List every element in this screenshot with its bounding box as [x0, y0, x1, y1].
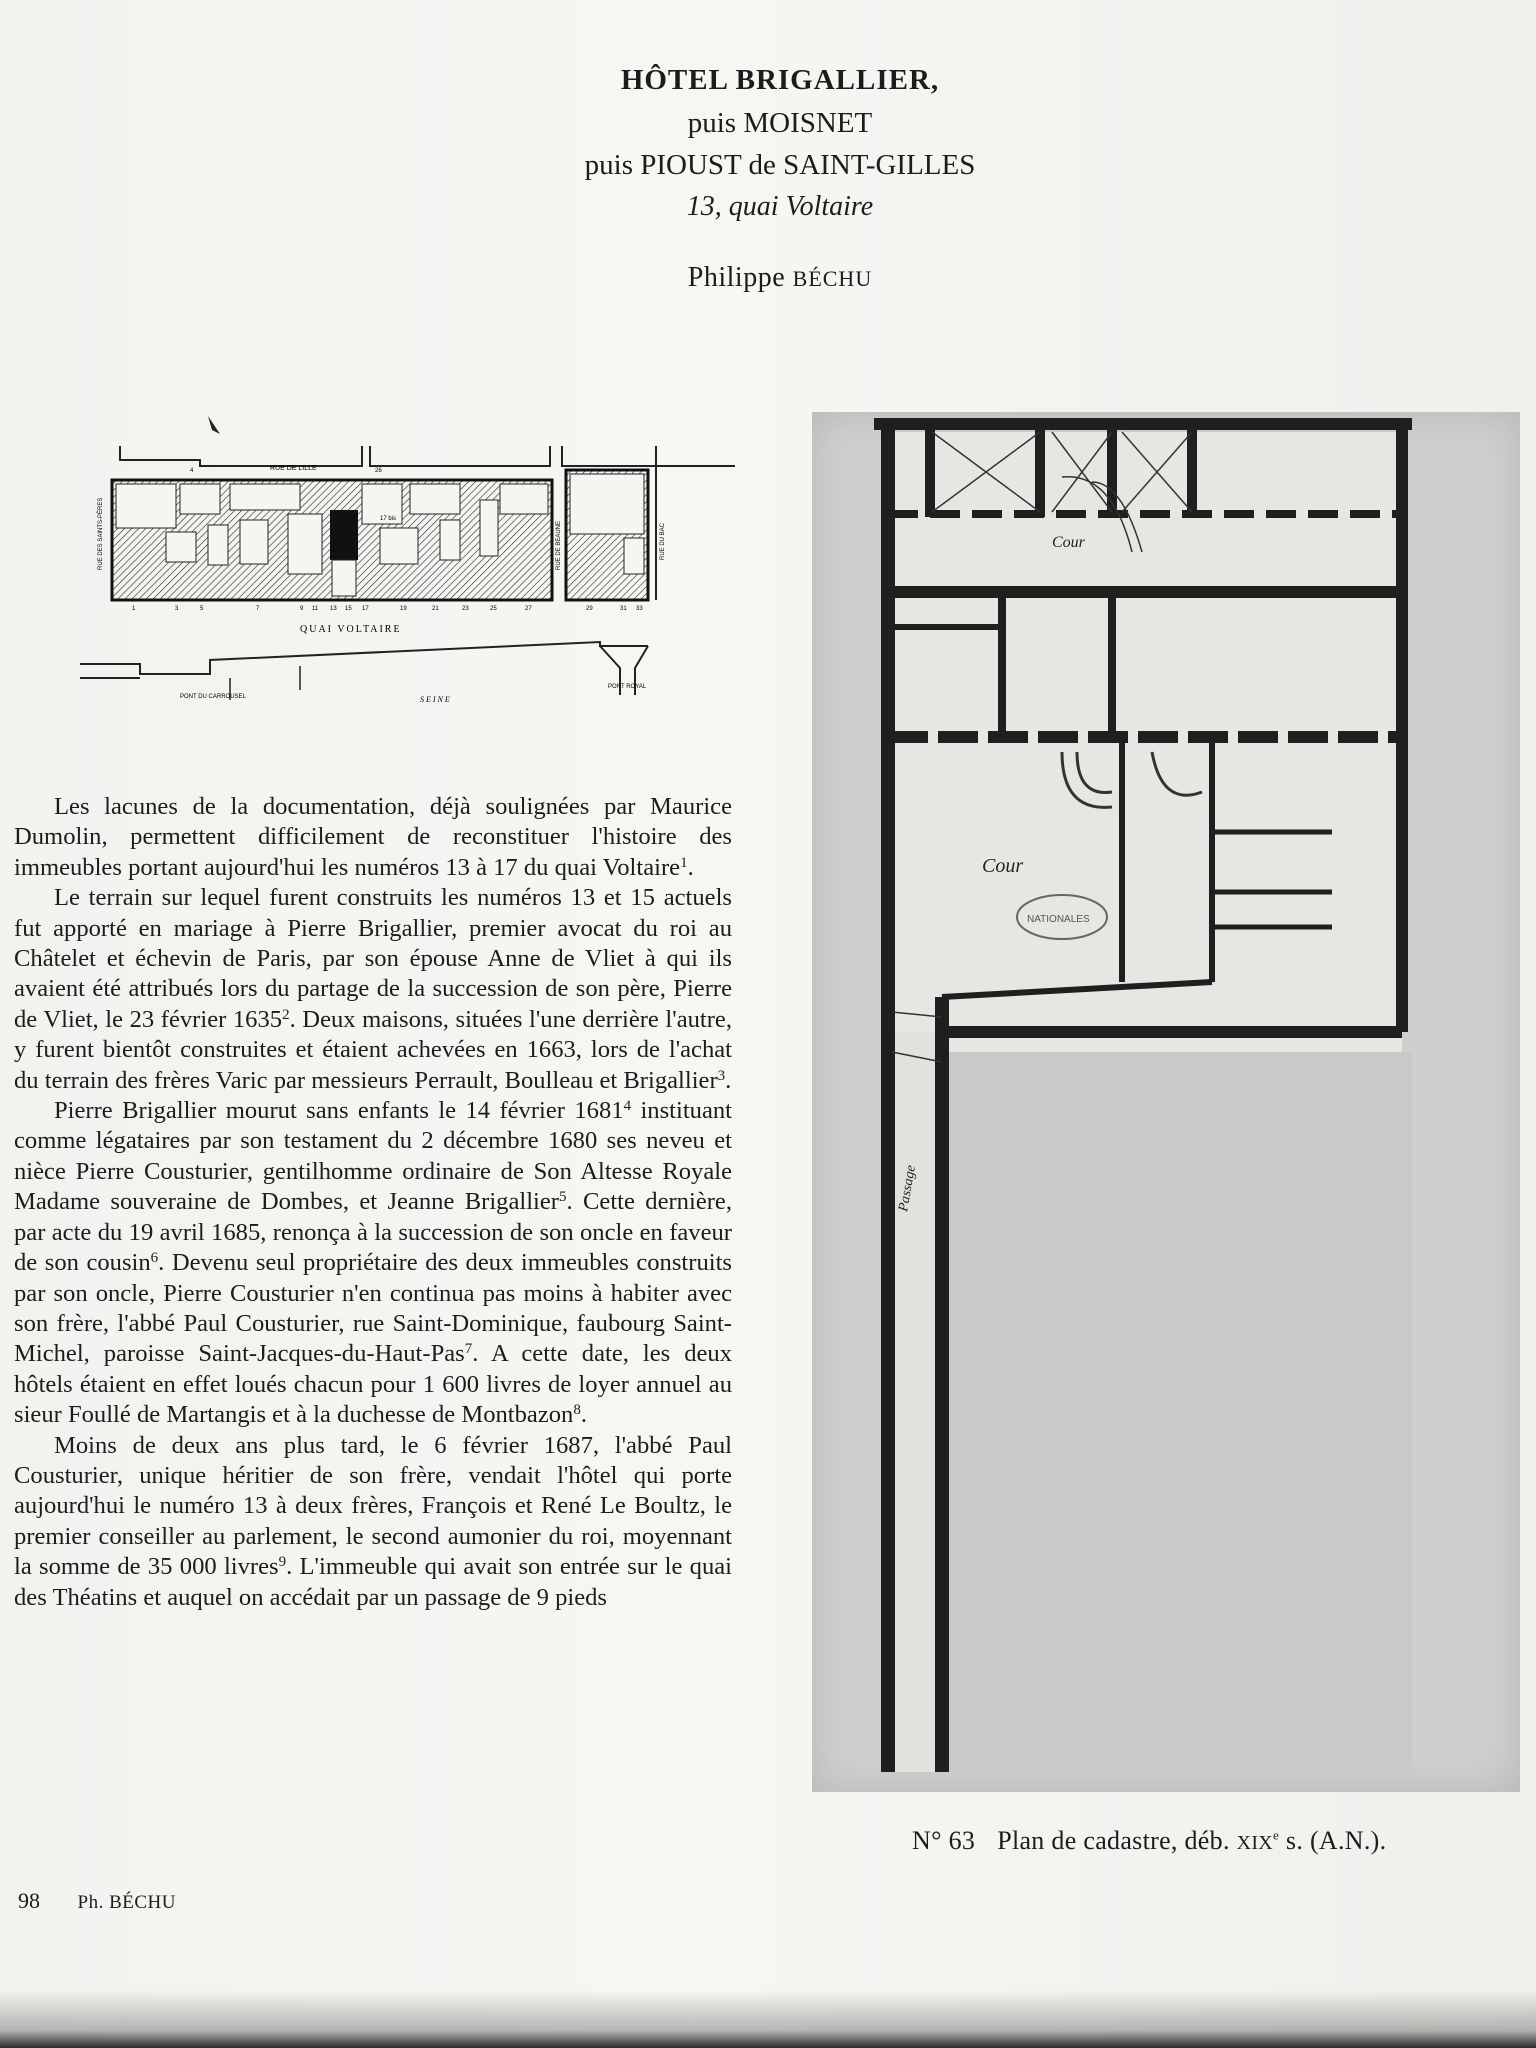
paragraph-3-end: .: [580, 1401, 588, 1429]
footnote-ref-3[interactable]: 3: [717, 1067, 726, 1084]
street-quai-voltaire: QUAI VOLTAIRE: [300, 624, 402, 635]
number-5: 5: [200, 606, 204, 612]
footnote-ref-6[interactable]: 6: [150, 1250, 159, 1267]
figure-number: N° 63: [912, 1826, 976, 1855]
paragraph-2-text-a: Le terrain sur lequel furent construits les numéros 13 et 15 actuels fut apporté en mariage à Pierre Brigallier, premier avocat du roi au Châtelet et échevin de Paris, par son épouse Anne de Vliet à qui ils avaient été attribués lors du partage de la succession de son père, Pierre de Vliet, le 23 février 1635: [14, 884, 732, 1033]
footnote-ref-8[interactable]: 8: [573, 1402, 581, 1419]
number-top-26: 26: [375, 468, 382, 474]
street-rue-de-lille: RUE DE LILLE: [270, 465, 317, 472]
title-line-hotel: HÔTEL BRIGALLIER,: [620, 64, 940, 96]
location-map-drawing: [80, 410, 740, 730]
number-17: 17: [362, 606, 369, 612]
footnote-ref-9[interactable]: 9: [278, 1554, 287, 1571]
paragraph-3-text-a: Pierre Brigallier mourut sans enfants le 14 février 1681: [54, 1097, 624, 1125]
number-7: 7: [256, 606, 260, 612]
caption-text-a: Plan de cadastre, déb.: [997, 1826, 1230, 1855]
number-13: 13: [330, 606, 337, 612]
paragraph-3-text-c: . Cette dernière, par acte du 19 avril 1685, renonça à la succession de son oncle en faveur de son cousin: [14, 1188, 732, 1277]
number-23: 23: [462, 606, 469, 612]
cadastral-plan-drawing: [812, 412, 1520, 1792]
paragraph-3-text-e: . A cette date, les deux hôtels étaient en effet loués chacun pour 1 600 livres de loyer annuel au sieur Foullé de Martangis et à la duchesse de Montbazon: [14, 1340, 732, 1429]
river-seine: SEINE: [420, 695, 452, 704]
paragraph-1: [14, 792, 732, 883]
paragraph-1-text: Les lacunes de la documentation, déjà soulignées par Maurice Dumolin, permettent difficilement de reconstituer l'histoire des immeubles portant aujourd'hui les numéros 13 à 17 du quai Voltaire: [14, 793, 732, 881]
bridge-royal: PONT ROYAL: [608, 684, 647, 690]
plan-label-cour-upper: Cour: [1052, 534, 1085, 551]
archive-stamp-text: NATIONALES: [1027, 914, 1090, 925]
paragraph-3: [14, 1096, 732, 1430]
footnote-ref-5[interactable]: 5: [559, 1189, 567, 1206]
page-number: 98: [18, 1888, 40, 1913]
title-line-moisnet: puis MOISNET: [687, 107, 873, 139]
north-arrow-icon: [208, 416, 220, 434]
author-last-name: BÉCHU: [792, 266, 873, 291]
paragraph-2-end: .: [725, 1066, 732, 1094]
caption-century: XIX: [1236, 1832, 1274, 1854]
footnote-ref-7[interactable]: 7: [464, 1341, 473, 1358]
caption-century-sup: e: [1273, 1827, 1280, 1843]
paragraph-3-text-b: instituant comme légataires par son testament du 2 décembre 1680 ses neveu et nièce Pierre Cousturier, gentilhomme ordinaire de Son Altesse Royale Madame souveraine de Dombes, et Jeanne Brigallier: [14, 1097, 732, 1216]
number-21: 21: [432, 606, 439, 612]
caption-text-b: s. (A.N.).: [1285, 1826, 1387, 1855]
author-first-name: Philippe: [687, 262, 786, 293]
plan-label-cour-lower: Cour: [982, 855, 1024, 877]
footnote-ref-2[interactable]: 2: [282, 1006, 290, 1023]
number-3: 3: [175, 606, 179, 612]
street-bac: RUE DU BAC: [660, 522, 666, 560]
paragraph-4: [14, 1431, 732, 1613]
number-15: 15: [345, 606, 352, 612]
title-line-address: 13, quai Voltaire: [686, 191, 874, 222]
number-25: 25: [490, 606, 497, 612]
number-1: 1: [132, 606, 136, 612]
parcel-17bis-label: 17 bis: [380, 516, 397, 522]
article-body: [14, 792, 732, 1613]
author-name: [440, 262, 1120, 294]
figure-caption: [912, 1826, 1472, 1856]
highlighted-parcel: [330, 510, 358, 560]
footnote-ref-1[interactable]: 1: [680, 854, 688, 871]
article-title-block: [440, 58, 1120, 294]
number-19: 19: [400, 606, 407, 612]
street-beaune: RUE DE BEAUNE: [556, 520, 562, 570]
number-27: 27: [525, 606, 532, 612]
location-map: [80, 410, 740, 730]
number-31: 31: [620, 606, 627, 612]
page-bottom-shadow: [0, 1990, 1536, 2048]
number-11: 11: [312, 606, 319, 612]
plan-label-passage: Passage: [896, 1164, 920, 1213]
number-29: 29: [586, 606, 593, 612]
paragraph-1-end: .: [687, 853, 694, 881]
running-head: Ph. BÉCHU: [77, 1892, 176, 1913]
number-top-4: 4: [190, 468, 194, 474]
page-footer: [18, 1888, 176, 1914]
cadastral-plan-figure: [812, 412, 1520, 1792]
paragraph-2-text-b: . Deux maisons, situées l'une derrière l'autre, y furent bientôt construites et étaient achevées en 1663, lors de l'achat du terrain des frères Varic par messieurs Perrault, Boulleau et Brigallier: [14, 1005, 732, 1094]
street-saints-peres: RUE DES SAINTS-PÈRES: [98, 497, 104, 570]
number-9: 9: [300, 606, 304, 612]
paragraph-4-text-a: Moins de deux ans plus tard, le 6 février 1687, l'abbé Paul Cousturier, unique héritier de son frère, vendait l'hôtel qui porte aujourd'hui le numéro 13 à deux frères, François et René Le Boultz, le premier conseiller au parlement, le second aumonier du roi, moyennant la somme de 35 000 livres: [14, 1431, 732, 1581]
footnote-ref-4[interactable]: 4: [623, 1098, 632, 1115]
paragraph-3-text-d: . Devenu seul propriétaire des deux immeubles construits par son oncle, Pierre Cousturier n'en continua pas moins à habiter avec son frère, l'abbé Paul Cousturier, rue Saint-Dominique, faubourg Saint-Michel, paroisse Saint-Jacques-du-Haut-Pas: [14, 1249, 732, 1368]
title-line-pioust: puis PIOUST de SAINT-GILLES: [584, 149, 976, 181]
paragraph-2: [14, 883, 732, 1096]
bridge-carrousel: PONT DU CARROUSEL: [180, 694, 246, 700]
number-33: 33: [636, 606, 643, 612]
paragraph-4-text-b: . L'immeuble qui avait son entrée sur le quai des Théatins et auquel on accédait par un passage de 9 pieds: [14, 1553, 732, 1611]
